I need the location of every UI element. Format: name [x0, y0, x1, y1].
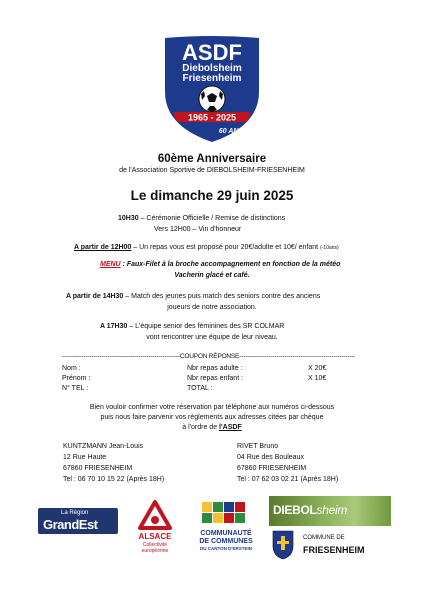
alsace-mark-icon — [130, 500, 180, 532]
program-line-menu-dessert: Vacherin glacé et café. — [174, 272, 250, 279]
contact-right-tel[interactable]: Tel : 07 62 03 02 21 (Après 18H) — [237, 476, 339, 483]
crest-anniv: 60 ANS — [218, 128, 244, 135]
coupon-nom-label[interactable]: Nom : — [62, 365, 81, 372]
coupon-adulte-label[interactable]: Nbr repas adulte : — [187, 365, 243, 372]
coupon-total-label: TOTAL : — [187, 385, 213, 392]
coupon-tel-label[interactable]: N° TEL : — [62, 385, 89, 392]
commune-name: FRIESENHEIM — [303, 545, 365, 555]
coupon-enfant-price: X 10€ — [308, 375, 327, 382]
program-line-matches-2: joueurs de notre association. — [167, 304, 257, 311]
crest-line2: Friesenheim — [182, 73, 242, 84]
cc-erstein-mark-icon — [198, 498, 254, 528]
contact-left-street: 12 Rue Haute — [63, 454, 107, 461]
program-line-meal: A partir de 12H00 – Un repas vous est proposé pour 20€/adulte et 10€/ enfant (-10ans) — [74, 244, 339, 251]
communaute-communes-logo: COMMUNAUTÉ DE COMMUNES DU CANTON D'ERSTEIN — [198, 498, 254, 562]
football-icon — [199, 86, 225, 112]
coupon-enfant-label[interactable]: Nbr repas enfant : — [187, 375, 244, 382]
contact-left-city: 67860 FRIESENHEIM — [63, 465, 133, 472]
crest-line1: Diebolsheim — [182, 63, 242, 74]
diebolsheim-logo: DIEBOLsheim — [269, 496, 391, 526]
alsace-logo: ALSACE Collectivité européenne — [130, 500, 180, 560]
commune-label: COMMUNE DE — [303, 535, 345, 541]
coupon-adulte-price: X 20€ — [308, 365, 327, 372]
shield-icon — [272, 530, 294, 560]
confirm-line-1: Bien vouloir confirmer votre réservation par téléphone aux numéros ci-dessous — [89, 404, 335, 411]
contact-right-name: RIVET Bruno — [237, 443, 279, 450]
confirm-line-3: à l'ordre de l'ASDF — [182, 424, 242, 431]
coupon-prenom-label[interactable]: Prénom : — [62, 375, 91, 382]
asdf-crest-logo — [161, 34, 263, 146]
confirm-line-2: puis nous faire parvenir vos règlements aux adresses citées par chèque — [100, 414, 324, 421]
program-line-matches: A partir de 14H30 – Match des jeunes puis match des seniors contre des anciens — [66, 293, 321, 300]
contact-right-street: 04 Rue des Bouleaux — [237, 454, 304, 461]
contact-left-tel[interactable]: Tel : 06 70 10 15 22 (Après 18H) — [63, 476, 165, 483]
contact-left-name: KUNTZMANN Jean-Louis — [63, 443, 144, 450]
crest-years: 1965 - 2025 — [187, 112, 237, 123]
grand-est-logo: La Région GrandEst — [38, 508, 118, 534]
coupon-header: ------------------------------------------------------------COUPON RÉPONSE----------------------------------------------------------- — [62, 353, 356, 360]
program-line-ceremony: 10H30 – Cérémonie Officielle / Remise de distinctions — [118, 215, 286, 222]
contact-right-city: 67860 FRIESENHEIM — [237, 465, 307, 472]
association-subtitle: de l'Association Sportive de DIEBOLSHEIM-FRIESENHEIM — [119, 167, 305, 174]
program-line-wine: Vers 12H00 – Vin d'honneur — [154, 226, 242, 233]
event-date: Le dimanche 29 juin 2025 — [130, 188, 294, 203]
program-line-women-2: vont rencontrer une équipe de leur niveau. — [146, 334, 278, 341]
anniversary-title: 60ème Anniversaire — [157, 153, 267, 165]
crest-name: ASDF — [182, 40, 242, 65]
program-line-women: A 17H30 – L'équipe senior des féminines des SR COLMAR — [100, 323, 285, 330]
program-line-menu: MENU : Faux-Filet à la broche accompagnement en fonction de la météo — [100, 261, 341, 268]
friesenheim-coat-of-arms — [272, 530, 294, 560]
